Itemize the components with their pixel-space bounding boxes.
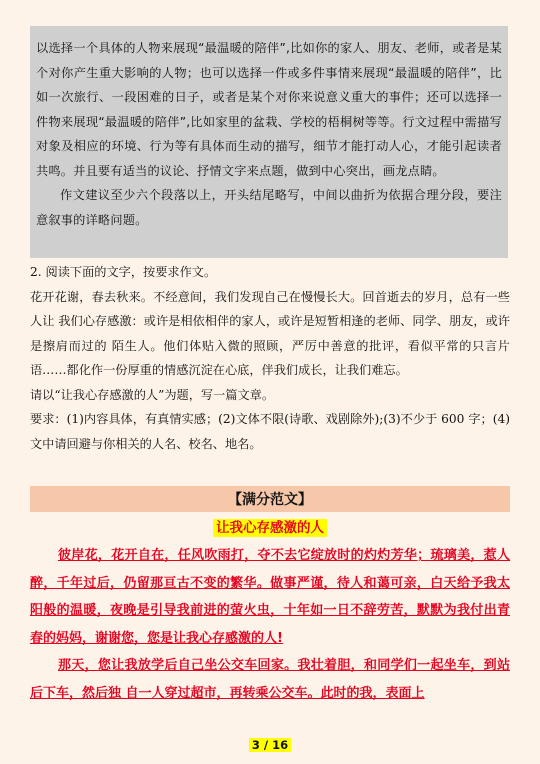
- essay-paragraph-1: 彼岸花，花开自在，任风吹雨打，夺不去它绽放时的灼灼芳华；琉璃美，惹人醉，千年过后，仍留那亘古不变的繁华。做事严谨，待人和蔼可亲，白天给予我太阳般的温暖，夜晚是引导我前进的萤火虫，十年如一日不辞劳苦，默默为我付出青春的妈妈，谢谢您，您是让我心存感激的人!: [30, 548, 510, 646]
- page-number: [0, 734, 540, 753]
- model-essay-banner: 【满分范文】: [30, 486, 510, 512]
- prompt-requirements: 要求：(1)内容具体，有真情实感；(2)文体不限(诗歌、戏剧除外);(3)不少于 600 字；(4)文中请回避与你相关的人名、校名、地名。: [30, 412, 510, 451]
- guidance-paragraph-1: 以选择一个具体的人物来展现“最温暖的陪伴”,比如你的家人、朋友、老师，或者是某个对你产生重大影响的人物；也可以选择一件或多件事情来展现“最温暖的陪伴”，比如一次旅行、一段困难的日子，或者是某个对你来说意义重大的事件；还可以选择一件物来展现“最温暖的陪伴”,比如家里的盆栽、学校的梧桐树等等。行文过程中需描写对象及相应的环境、行为等有具体而生动的描写，细节才能打动人心，才能引起读者共鸣。并且要有适当的议论、抒情文字来点题，做到中心突出，画龙点睛。: [36, 41, 502, 178]
- writing-guidance-box: [30, 26, 508, 258]
- prompt-heading: 2. 阅读下面的文字，按要求作文。: [30, 265, 217, 279]
- essay-title: [0, 516, 540, 536]
- essay-title-text: 让我心存感激的人: [213, 519, 327, 537]
- essay-paragraph-2: 那天，您让我放学后自己坐公交车回家。我壮着胆，和同学们一起坐车，到站后下车，然后独 自一人穿过超市，再转乘公交车。此时的我，表面上: [30, 658, 510, 701]
- page-number-text: 3 / 16: [249, 738, 291, 752]
- prompt-instruction: 请以“让我心存感激的人”为题，写一篇文章。: [30, 387, 275, 402]
- prompt-passage: 花开花谢，春去秋来。不经意间，我们发现自己在慢慢长大。回首逝去的岁月，总有一些人让 我们心存感激：或许是相依相伴的家人，或许是短暂相逢的老师、同学、朋友，或许是擦肩而过的 陌生人。他们体贴入微的照顾，严厉中善意的批评，看似平常的只言片语……都化作一份厚重的情感沉淀在心底，伴我们成长，让我们难忘。: [30, 289, 510, 377]
- guidance-paragraph-2: 作文建议至少六个段落以上，开头结尾略写，中间以曲折为依据合理分段，要注意叙事的详略问题。: [36, 188, 502, 227]
- model-essay: [30, 542, 510, 707]
- essay-prompt: [30, 260, 510, 456]
